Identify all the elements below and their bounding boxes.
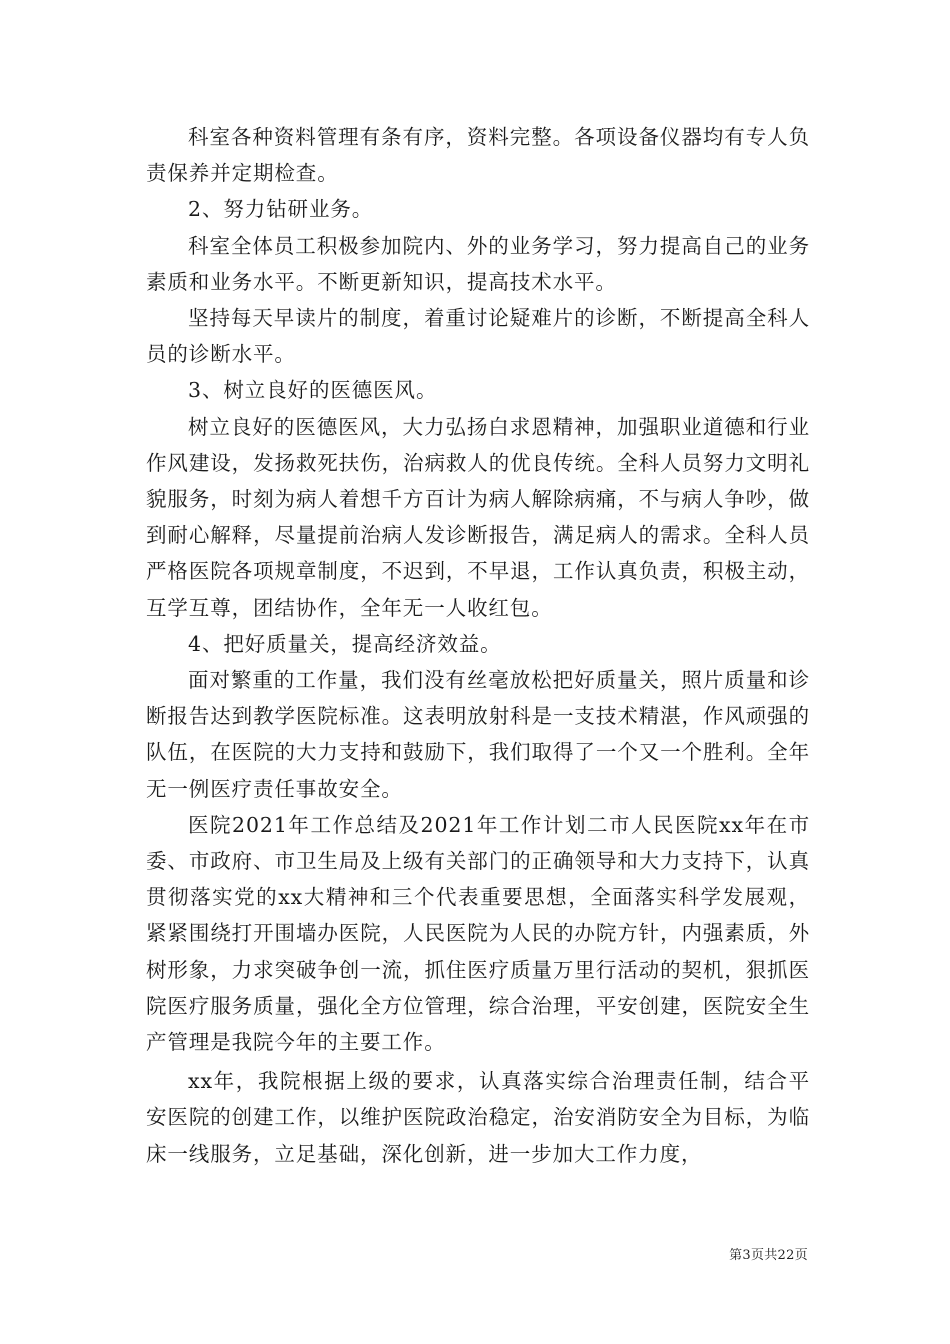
section-heading-4: 4、把好质量关，提高经济效益。 xyxy=(188,631,502,656)
paragraph-reading: 坚持每天早读片的制度，着重讨论疑难片的诊断，不断提高全科人员的诊断水平。 xyxy=(146,306,810,367)
section-heading-3: 3、树立良好的医德医风。 xyxy=(188,378,438,403)
paragraph-quality: 面对繁重的工作量，我们没有丝毫放松把好质量关，照片质量和诊断报告达到教学医院标准。这表明放射科是一支技术精湛，作风顽强的队伍，在医院的大力支持和鼓励下，我们取得了一个又一个胜利。全年无一例医疗责任事故安全。 xyxy=(146,668,810,801)
paragraph-security: xx年，我院根据上级的要求，认真落实综合治理责任制，结合平安医院的创建工作，以维护医院政治稳定，治安消防安全为目标，为临床一线服务，立足基础，深化创新，进一步加大工作力度， xyxy=(146,1069,810,1166)
page-number-footer: 第3页共22页 xyxy=(729,1248,808,1263)
paragraph-summary-intro: 医院2021年工作总结及2021年工作计划二市人民医院xx年在市委、市政府、市卫生局及上级有关部门的正确领导和大力支持下，认真贯彻落实党的xx大精神和三个代表重要思想，全面落实科学发展观，紧紧围绕打开围墙办医院，人民医院为人民的办院方针，内强素质，外树形象，力求突破争创一流，抓住医疗质量万里行活动的契机，狠抓医院医疗服务质量，强化全方位管理，综合治理，平安创建，医院安全生产管理是我院今年的主要工作。 xyxy=(146,812,810,1055)
section-heading-2: 2、努力钻研业务。 xyxy=(188,197,374,222)
paragraph-records: 科室各种资料管理有条有序，资料完整。各项设备仪器均有专人负责保养并定期检查。 xyxy=(146,125,810,186)
paragraph-study: 科室全体员工积极参加院内、外的业务学习，努力提高自己的业务素质和业务水平。不断更新知识，提高技术水平。 xyxy=(146,233,810,294)
paragraph-ethics: 树立良好的医德医风，大力弘扬白求恩精神，加强职业道德和行业作风建设，发扬救死扶伤，治病救人的优良传统。全科人员努力文明礼貌服务，时刻为病人着想千方百计为病人解除病痛，不与病人争吵，做到耐心解释，尽量提前治病人发诊断报告，满足病人的需求。全科人员严格医院各项规章制度，不迟到，不早退，工作认真负责，积极主动，互学互尊，团结协作，全年无一人收红包。 xyxy=(146,414,810,620)
document-body xyxy=(146,119,810,1172)
